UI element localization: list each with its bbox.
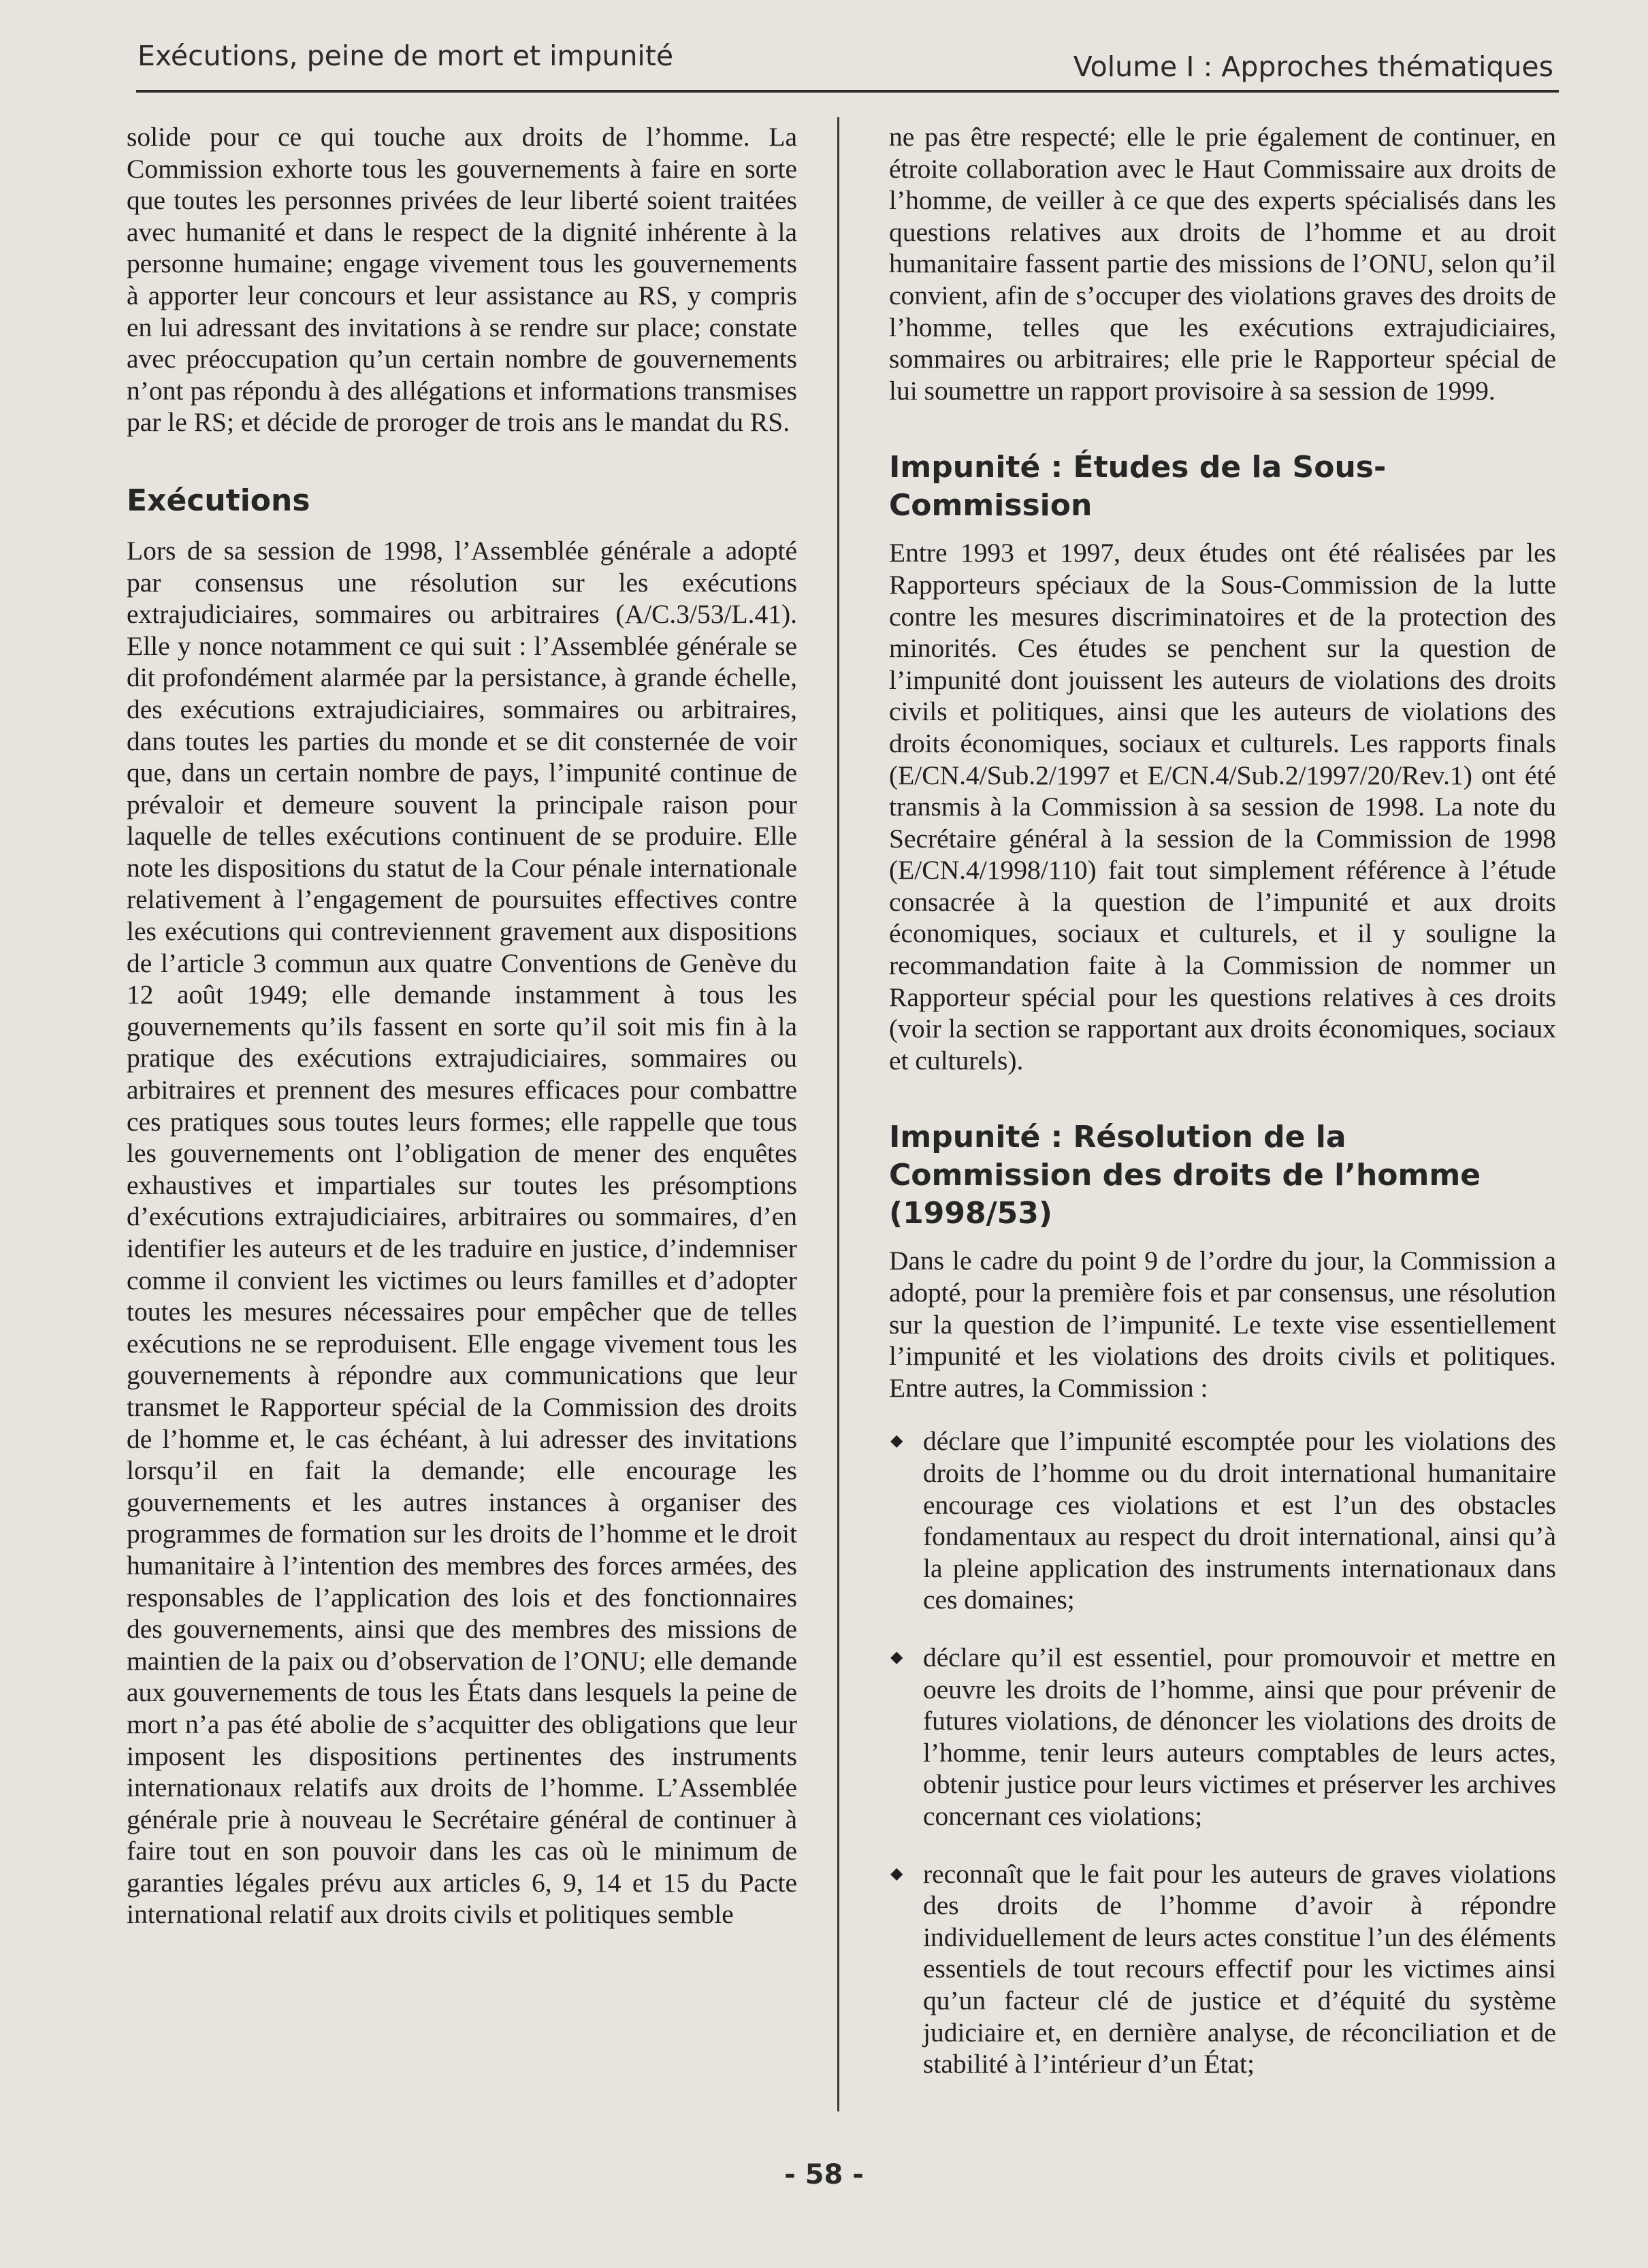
diamond-bullet-icon: ◆ — [890, 1648, 903, 1666]
running-title: Exécutions, peine de mort et impunité — [138, 39, 674, 72]
resolution-bullet-list — [889, 1425, 1556, 2079]
left-column — [127, 121, 797, 1930]
column-divider — [837, 117, 839, 2111]
diamond-bullet-icon: ◆ — [890, 1864, 903, 1883]
executions-paragraph: Lors de sa session de 1998, l’Assemblée générale a adopté par consensus une résolution sur les exécutions extrajudiciaires, sommaires ou arbitraires (A/C.3/53/L.41). Elle y nonce notamment ce qui suit : l’Assemblée générale se dit profondément alarmée par la persistance, à grande échelle, des exécutions extrajudiciaires, sommaires ou arbitraires, dans toutes les parties du monde et se dit consternée de voir que, dans un certain nombre de pays, l’impunité continue de prévaloir et demeure souvent la principale raison pour laquelle de telles exécutions continuent de se produire. Elle note les dispositions du statut de la Cour pénale internationale relativement à l’engagement de poursuites effectives contre les exécutions qui contreviennent gravement aux dispositions de l’article 3 commun aux quatre Conventions de Genève du 12 août 1949; elle demande instamment à tous les gouvernements qu’ils fassent en sorte qu’il soit mis fin à la pratique des exécutions extrajudiciaires, sommaires ou arbitraires et prennent des mesures efficaces pour combattre ces pratiques sous toutes leurs formes; elle rappelle que tous les gouvernements ont l’obligation de mener des enquêtes exhaustives et impartiales sur toutes les présomptions d’exécutions extrajudiciaires, arbitraires ou sommaires, d’en identifier les auteurs et de les traduire en justice, d’indemniser comme il convient les victimes ou leurs familles et d’adopter toutes les mesures nécessaires pour empêcher que de telles exécutions ne se reproduisent. Elle engage vivement tous les gouvernements à répondre aux communications que leur transmet le Rapporteur spécial de la Commission des droits de l’homme et, le cas échéant, à lui adresser des invitations lorsqu’il en fait la demande; elle encourage les gouvernements et les autres instances à organiser des programmes de formation sur les droits de l’homme et le droit humanitaire à l’intention des membres des forces armées, des responsables de l’application des lois et des fonctionnaires des gouvernements, ainsi que des membres des missions de maintien de la paix ou d’observation de l’ONU; elle demande aux gouvernements de tous les États dans lesquels la peine de mort n’a pas été abolie de s’acquitter des obligations que leur imposent les dispositions pertinentes des instruments internationaux relatifs aux droits de l’homme. L’Assemblée générale prie à nouveau le Secrétaire général de continuer à faire tout en son pouvoir dans les cas où le minimum de garanties légales prévu aux articles 6, 9, 14 et 15 du Pacte international relatif aux droits civils et politiques semble — [127, 535, 797, 1930]
right-column — [889, 121, 1556, 2106]
resolution-paragraph: Dans le cadre du point 9 de l’ordre du jour, la Commission a adopté, pour la première fois et par consensus, une résolution sur la question de l’impunité. Le texte vise essentiellement l’impunité et les violations des droits civils et politiques. Entre autres, la Commission : — [889, 1246, 1556, 1403]
section-heading-etudes: Impunité : Études de la Sous-Commission — [889, 450, 1387, 523]
bullet-text: reconnaît que le fait pour les auteurs de graves violations des droits de l’homme d’avoir à répondre individuellement de leurs actes constitue l’un des éléments essentiels de tout recours effectif pour les victimes ainsi qu’un facteur clé de justice et d’équité du système judiciaire et, en dernière analyse, de réconciliation et de stabilité à l’intérieur d’un État; — [923, 1858, 1556, 2079]
list-item — [889, 1858, 1556, 2080]
list-item — [889, 1425, 1556, 1616]
intro-paragraph: solide pour ce qui touche aux droits de l’homme. La Commission exhorte tous les gouvernements à faire en sorte que toutes les personnes privées de leur liberté soient traitées avec humanité et dans le respect de la dignité inhérente à la personne humaine; engage vivement tous les gouvernements à apporter leur concours et leur assistance au RS, y compris en lui adressant des invitations à se rendre sur place; constate avec préoccupation qu’un certain nombre de gouvernements n’ont pas répondu à des allégations et informations transmises par le RS; et décide de proroger de trois ans le mandat du RS. — [127, 122, 797, 438]
diamond-bullet-icon: ◆ — [890, 1432, 903, 1451]
bullet-text: déclare que l’impunité escomptée pour les violations des droits de l’homme ou du droit international humanitaire encourage ces violations et est l’un des obstacles fondamentaux au respect du droit international, ainsi qu’à la pleine application des instruments internationaux dans ces domaines; — [923, 1426, 1556, 1615]
list-item — [889, 1642, 1556, 1832]
etudes-paragraph: Entre 1993 et 1997, deux études ont été réalisées par les Rapporteurs spéciaux de la Sous-Commission de la lutte contre les mesures discriminatoires et de la protection des minorités. Ces études se penchent sur la question de l’impunité dont jouissent les auteurs de violations des droits civils et politiques, ainsi que les auteurs de violations des droits économiques, sociaux et culturels. Les rapports finals (E/CN.4/Sub.2/1997 et E/CN.4/Sub.2/1997/20/Rev.1) ont été transmis à la Commission à sa session de 1998. La note du Secrétaire général à la session de la Commission de 1998 (E/CN.4/1998/110) fait tout simplement référence à l’étude consacrée à la question de l’impunité et aux droits économiques, sociaux et culturels, et il y souligne la recommandation faite à la Commission de nommer un Rapporteur spécial pour les questions relatives à ces droits (voir la section se rapportant aux droits économiques, sociaux et culturels). — [889, 538, 1556, 1075]
bullet-text: déclare qu’il est essentiel, pour promouvoir et mettre en oeuvre les droits de l’homme, ainsi que pour prévenir de futures violations, de dénoncer les violations des droits de l’homme, tenir leurs auteurs comptables de leurs actes, obtenir justice pour leurs victimes et préserver les archives concernant ces violations; — [923, 1642, 1556, 1831]
continuation-paragraph: ne pas être respecté; elle le prie également de continuer, en étroite collaboration avec le Haut Commissaire aux droits de l’homme, de veiller à ce que des experts spécialisés dans les questions relatives aux droits de l’homme et au droit humanitaire fassent partie des missions de l’ONU, selon qu’il convient, afin de s’occuper des violations graves des droits de l’homme, telles que les exécutions extrajudiciaires, sommaires ou arbitraires; elle prie le Rapporteur spécial de lui soumettre un rapport provisoire à sa session de 1999. — [889, 122, 1556, 406]
page-number: - 58 - — [784, 2159, 864, 2190]
page-header — [136, 35, 1559, 93]
section-heading-resolution: Impunité : Résolution de la Commission des droits de l’homme (1998/53) — [889, 1120, 1481, 1231]
volume-title: Volume I : Approches thématiques — [1073, 50, 1553, 83]
section-heading-executions: Exécutions — [127, 483, 310, 518]
